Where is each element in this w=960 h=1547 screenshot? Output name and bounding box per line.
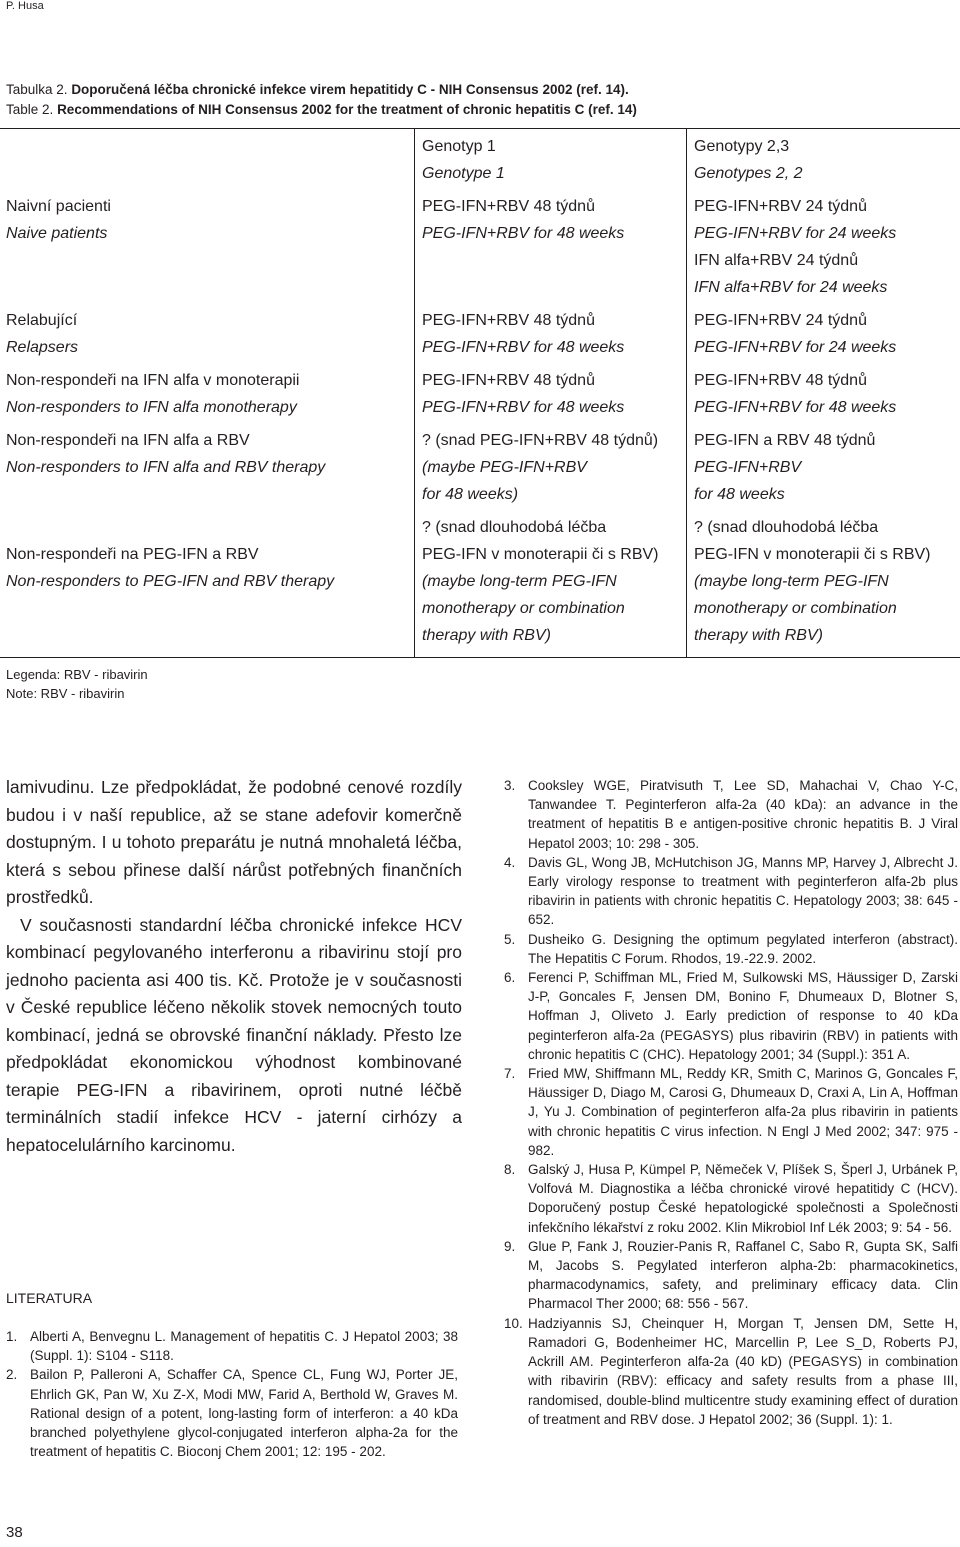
cell-line: (maybe PEG-IFN+RBV (422, 459, 587, 476)
cell-relapsers-genotype-1 (422, 307, 624, 361)
cell-nonresponders-ifn-mono-genotype-1 (422, 367, 624, 421)
cell-line: PEG-IFN+RBV for 48 weeks (694, 399, 897, 416)
row-label-en: Non-responders to IFN alfa monotherapy (6, 399, 297, 416)
cell-line: PEG-IFN v monoterapii či s RBV) (694, 546, 931, 563)
reference-item (504, 1237, 958, 1314)
paragraph-1: lamivudinu. Lze předpokládat, že podobné cenové rozdíly budou i v naší republice, až se stane adefovir komerčně dostupným. I u tohoto preparátu je nutná mnohaletá léčba, která s sebou přinese další nárůst potřebných finančních prostředků. (6, 777, 462, 907)
row-label-relapsers (6, 307, 78, 361)
row-label-nonresponders-peg-rbv (6, 541, 334, 595)
reference-number: 8. (504, 1162, 516, 1178)
cell-line: PEG-IFN+RBV for 24 weeks (694, 339, 897, 356)
paragraph-2: V současnosti standardní léčba chronické infekce HCV kombinací pegylovaného interferonu a ribavirinu stojí pro jednoho pacienta asi 400 tis. Kč. Protože je v současnosti v České republice léčeno několik stovek nemocných touto kombinací, jedná se obrovské finanční náklady. Přesto lze předpokládat ekonomickou výhodnost kombinované terapie PEG-IFN a ribavirinem, oproti nutné léčbě terminálních stadií infekce HCV - jaterní cirhózy a hepatocelulárního karcinomu. (6, 914, 462, 1155)
row-label-cz: Non-respondeři na IFN alfa a RBV (6, 432, 250, 449)
cell-line: PEG-IFN+RBV 48 týdnů (694, 372, 867, 389)
reference-number: 10. (504, 1315, 523, 1331)
caption-cz-title: Doporučená léčba chronické infekce virem hepatitidy C - NIH Consensus 2002 (ref. 14). (71, 82, 629, 97)
cell-line: PEG-IFN v monoterapii či s RBV) (422, 546, 659, 563)
cell-nonresponders-ifn-rbv-genotypes-2-3 (694, 427, 875, 508)
row-label-en: Naive patients (6, 225, 108, 242)
table-caption-cz (6, 82, 629, 97)
cell-line: ? (snad dlouhodobá léčba (694, 519, 879, 536)
caption-en-prefix: Table 2. (6, 102, 54, 117)
cell-line: PEG-IFN+RBV for 48 weeks (422, 339, 625, 356)
reference-text: Alberti A, Benvegnu L. Management of hepatitis C. J Hepatol 2003; 38 (Suppl. 1): S104 - S118. (30, 1329, 458, 1364)
row-label-cz: Non-respondeři na PEG-IFN a RBV (6, 546, 259, 563)
running-header: P. Husa (6, 0, 44, 12)
row-label-cz: Non-respondeři na IFN alfa v monoterapii (6, 372, 300, 389)
cell-naive-genotype-1 (422, 193, 624, 247)
reference-text: Bailon P, Palleroni A, Schaffer CA, Spence CL, Fung WJ, Porter JE, Ehrlich GK, Pan W, Xu Z-X, Modi MW, Farid A, Berthold W, Graves M. Rational design of a potent, long-lasting form of interferon: a 40 kDa branched polyethylene glycol-conjugated interferon alpha-2a for the treatment of hepatitis C. Bioconj Chem 2001; 12: 195 - 202. (30, 1367, 458, 1460)
cell-line: PEG-IFN a RBV 48 týdnů (694, 432, 876, 449)
cell-line: PEG-IFN+RBV 48 týdnů (422, 372, 595, 389)
caption-cz-prefix: Tabulka 2. (6, 82, 68, 97)
cell-line: for 48 weeks) (422, 486, 519, 503)
table-legend (6, 665, 148, 703)
cell-nonresponders-ifn-mono-genotypes-2-3 (694, 367, 896, 421)
reference-item (504, 1064, 958, 1160)
reference-item (504, 1314, 958, 1429)
reference-number: 1. (6, 1329, 18, 1344)
references-left (6, 1327, 458, 1461)
cell-naive-genotypes-2-3 (694, 193, 896, 301)
reference-item (504, 968, 958, 1064)
header-genotypes-2-3-cz: Genotypy 2,3 (694, 138, 790, 155)
row-label-cz: Naivní pacienti (6, 198, 111, 215)
header-genotype-1 (422, 133, 505, 187)
reference-number: 5. (504, 931, 516, 947)
reference-number: 7. (504, 1066, 516, 1082)
cell-line: monotherapy or combination (422, 600, 625, 617)
cell-line: PEG-IFN+RBV 48 týdnů (422, 312, 595, 329)
body-text (6, 774, 462, 1159)
cell-relapsers-genotypes-2-3 (694, 307, 896, 361)
cell-line: monotherapy or combination (694, 600, 897, 617)
reference-text: Galský J, Husa P, Kümpel P, Němeček V, Plíšek S, Šperl J, Urbánek P, Volfová M. Diagnostika a léčba chronické virové hepatitidy C (HCV). Doporučený postup České hepatologické společnosti a Společnosti infekčního lékařství z roku 2002. Klin Mikrobiol Inf Lék 2003; 9: 54 - 56. (528, 1162, 958, 1235)
reference-item (6, 1365, 458, 1461)
cell-line: IFN alfa+RBV 24 týdnů (694, 252, 859, 269)
reference-item (6, 1327, 458, 1365)
reference-number: 3. (504, 778, 516, 793)
reference-item (504, 776, 958, 853)
cell-line: IFN alfa+RBV for 24 weeks (694, 279, 888, 296)
cell-nonresponders-peg-rbv-genotype-1 (422, 514, 659, 649)
caption-en-title: Recommendations of NIH Consensus 2002 for the treatment of chronic hepatitis C (ref. 14) (57, 102, 637, 117)
cell-line: PEG-IFN+RBV 48 týdnů (422, 198, 595, 215)
reference-number: 4. (504, 854, 516, 870)
header-genotype-1-cz: Genotyp 1 (422, 138, 496, 155)
legend-en: Note: RBV - ribavirin (6, 686, 125, 701)
reference-text: Dusheiko G. Designing the optimum pegylated interferon (abstract). The Hepatitis C Forum. Rhodos, 19.-22.9. 2002. (528, 931, 958, 966)
cell-nonresponders-peg-rbv-genotypes-2-3 (694, 514, 931, 649)
reference-number: 2. (6, 1367, 18, 1383)
references-right (504, 776, 958, 1429)
legend-cz: Legenda: RBV - ribavirin (6, 667, 148, 682)
table-bottom-rule (0, 657, 960, 658)
cell-line: PEG-IFN+RBV 24 týdnů (694, 312, 867, 329)
cell-line: therapy with RBV) (694, 627, 823, 644)
row-label-en: Non-responders to PEG-IFN and RBV therapy (6, 573, 335, 590)
literature-heading: LITERATURA (6, 1290, 93, 1306)
cell-line: PEG-IFN+RBV for 24 weeks (694, 225, 897, 242)
row-label-nonresponders-ifn-rbv (6, 427, 325, 481)
reference-text: Hadziyannis SJ, Cheinquer H, Morgan T, Jensen DM, Sette H, Ramadori G, Bodenheimer HC, Marcellin P, Lee S_D, Roberts PJ, Ackrill AM. Peginterferon alfa-2a (40 kD) (PEGASYS) in combination with ribavirin (RBV): efficacy and safety results from a phase III, randomised, double-blind multicentre study examining effect of duration of treatment and RBV dose. J Hepatol 2002; 36 (Suppl. 1): 1. (528, 1315, 958, 1427)
reference-text: Ferenci P, Schiffman ML, Fried M, Sulkowski MS, Häussiger D, Zarski J-P, Goncales F, Jensen DM, Bonino F, Dhumeaux D, Blotner S, Hoffman J, Oliveto J. Early prediction of response to 40 kDa peginterferon alfa-2a (PEGASYS) plus ribavirin (RBV) in patients with chronic hepatitis C (CHC). Hepatology 2001; 34 (Suppl.): 351 A. (528, 970, 958, 1062)
cell-line: therapy with RBV) (422, 627, 551, 644)
row-label-nonresponders-ifn-mono (6, 367, 299, 421)
table-column-divider-1 (414, 128, 415, 657)
page-number: 38 (6, 1524, 23, 1541)
table-caption-en (6, 102, 637, 117)
cell-line: for 48 weeks (694, 486, 785, 503)
cell-nonresponders-ifn-rbv-genotype-1 (422, 427, 658, 508)
header-genotypes-2-3 (694, 133, 803, 187)
row-label-naive (6, 193, 111, 247)
table-column-divider-2 (686, 128, 687, 657)
reference-text: Glue P, Fank J, Rouzier-Panis R, Raffanel C, Sabo R, Gupta SK, Salfi M, Jacobs S. Pegylated interferon alpha-2b: pharmacokinetics, pharmacodynamics, safety, and preliminary efficacy data. Clin Pharmacol Ther 2000; 68: 556 - 567. (528, 1238, 958, 1312)
row-label-en: Relapsers (6, 339, 79, 356)
header-genotypes-2-3-en: Genotypes 2, 2 (694, 165, 803, 182)
reference-item (504, 1160, 958, 1237)
row-label-en: Non-responders to IFN alfa and RBV therapy (6, 459, 326, 476)
reference-item (504, 930, 958, 968)
reference-item (504, 853, 958, 930)
cell-line: PEG-IFN+RBV (694, 459, 802, 476)
header-genotype-1-en: Genotype 1 (422, 165, 505, 182)
reference-number: 6. (504, 970, 516, 986)
row-label-cz: Relabující (6, 312, 78, 329)
cell-line: (maybe long-term PEG-IFN (694, 573, 889, 590)
reference-number: 9. (504, 1238, 516, 1254)
reference-text: Fried MW, Shiffmann ML, Reddy KR, Smith C, Marinos G, Goncales F, Häussiger D, Diago M, Carosi G, Dhumeaux D, Craxi A, Lin A, Hoffman J, Yu J. Combination of peginterferon alfa-2a plus ribavirin in patients with chronic hepatitis C virus infection. N Engl J Med 2002; 347: 975 - 982. (528, 1066, 958, 1158)
reference-text: Cooksley WGE, Piratvisuth T, Lee SD, Mahachai V, Chao Y-C, Tanwandee T. Peginterferon alfa-2a (40 kDa): an advance in the treatment of hepatitis B e antigen-positive chronic hepatitis B. J Viral Hepatol 2003; 10: 298 - 305. (528, 778, 958, 851)
cell-line: PEG-IFN+RBV for 48 weeks (422, 399, 625, 416)
cell-line: (maybe long-term PEG-IFN (422, 573, 617, 590)
cell-line: PEG-IFN+RBV for 48 weeks (422, 225, 625, 242)
reference-text: Davis GL, Wong JB, McHutchison JG, Manns MP, Harvey J, Albrecht J. Early virology response to treatment with peginterferon alfa-2b plus ribavirin in patients with chronic hepatitis C. Hepatology 2003; 38: 645 - 652. (528, 854, 958, 928)
cell-line: ? (snad dlouhodobá léčba (422, 519, 607, 536)
cell-line: PEG-IFN+RBV 24 týdnů (694, 198, 867, 215)
cell-line: ? (snad PEG-IFN+RBV 48 týdnů) (422, 432, 659, 449)
table-top-rule (0, 128, 960, 129)
